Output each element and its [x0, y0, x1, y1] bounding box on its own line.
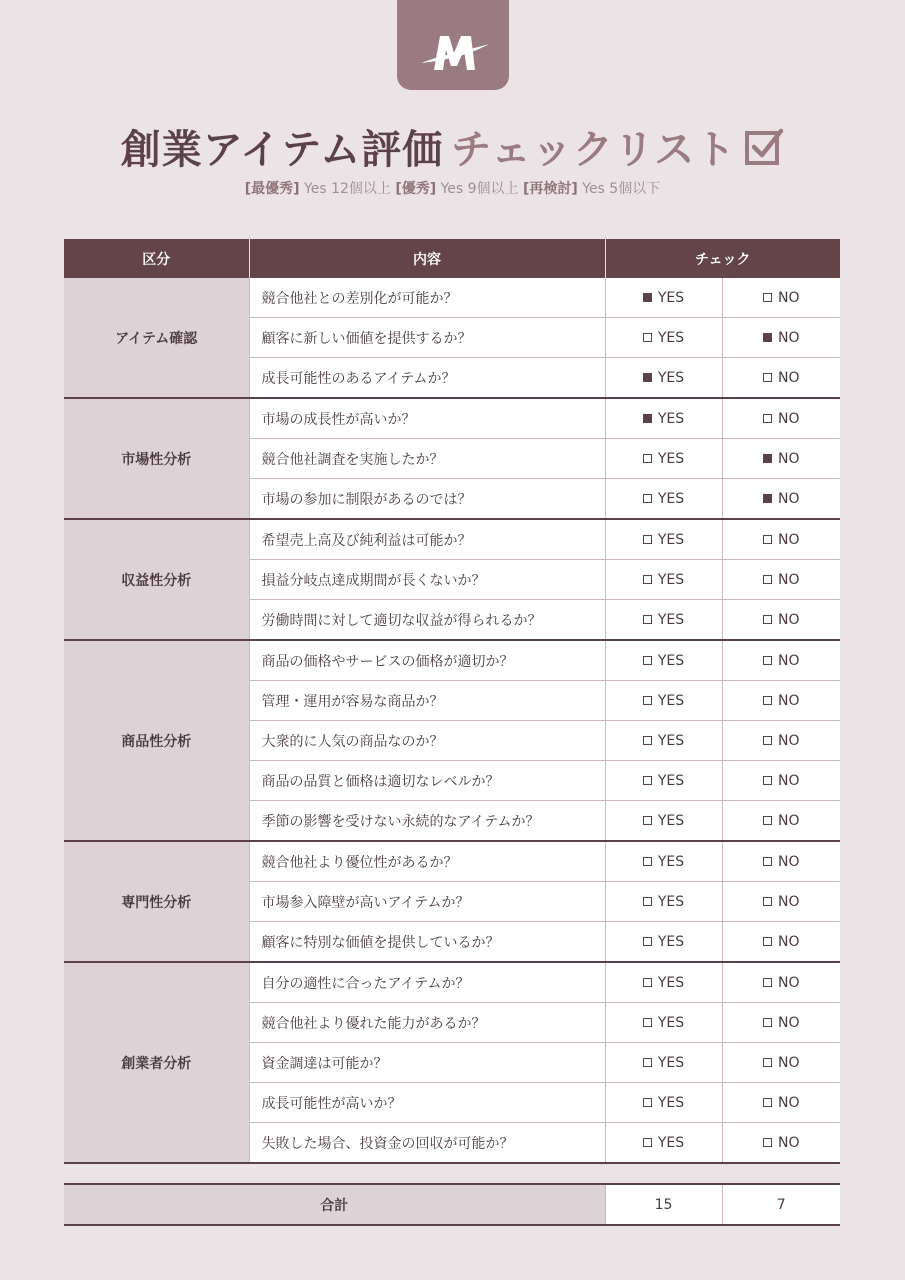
checkbox-checked-icon[interactable]: [763, 494, 772, 503]
checkbox-empty-icon[interactable]: [643, 978, 652, 987]
yes-option[interactable]: [605, 439, 722, 479]
no-label: NO: [778, 974, 800, 991]
yes-label: YES: [657, 450, 685, 467]
total-row: [64, 1184, 840, 1225]
no-label: NO: [778, 571, 800, 588]
yes-label: YES: [657, 812, 685, 829]
question-text: 商品の価格やサービスの価格が適切か？: [249, 640, 605, 681]
header-content: 内容: [249, 239, 605, 278]
category-label: 専門性分析: [64, 841, 249, 962]
question-text: 市場参入障壁が高いアイテムか？: [249, 882, 605, 922]
checkbox-empty-icon[interactable]: [643, 1138, 652, 1147]
no-option[interactable]: [722, 640, 840, 681]
title-part1: 創業アイテム評価: [120, 127, 444, 173]
yes-label: YES: [657, 732, 685, 749]
no-label: NO: [778, 933, 800, 950]
table-row: [64, 398, 840, 439]
question-text: 季節の影響を受けない永続的なアイテムか？: [249, 801, 605, 842]
yes-label: YES: [657, 490, 685, 507]
checkbox-empty-icon[interactable]: [643, 1018, 652, 1027]
total-yes-count: 15: [605, 1184, 722, 1225]
question-text: 成長可能性が高いか？: [249, 1083, 605, 1123]
no-option[interactable]: [722, 318, 840, 358]
checkbox-checked-icon[interactable]: [643, 293, 652, 302]
no-option[interactable]: [722, 882, 840, 922]
category-label: 市場性分析: [64, 398, 249, 519]
no-option[interactable]: [722, 600, 840, 641]
no-label: NO: [778, 652, 800, 669]
yes-option[interactable]: [605, 922, 722, 963]
checkbox-empty-icon[interactable]: [763, 937, 772, 946]
no-label: NO: [778, 1134, 800, 1151]
yes-option[interactable]: [605, 600, 722, 641]
no-option[interactable]: [722, 1083, 840, 1123]
yes-option[interactable]: [605, 841, 722, 882]
table-row: [64, 640, 840, 681]
no-option[interactable]: [722, 398, 840, 439]
yes-option[interactable]: [605, 1043, 722, 1083]
no-option[interactable]: [722, 761, 840, 801]
category-label: 商品性分析: [64, 640, 249, 841]
checkbox-checked-icon[interactable]: [643, 414, 652, 423]
checklist-body: [64, 278, 840, 1163]
question-text: 競合他社との差別化が可能か？: [249, 278, 605, 318]
checkbox-empty-icon[interactable]: [643, 535, 652, 544]
no-label: NO: [778, 611, 800, 628]
yes-label: YES: [657, 933, 685, 950]
yes-label: YES: [657, 692, 685, 709]
yes-option[interactable]: [605, 560, 722, 600]
yes-label: YES: [657, 772, 685, 789]
no-label: NO: [778, 369, 800, 386]
no-label: NO: [778, 853, 800, 870]
no-label: NO: [778, 329, 800, 346]
no-option[interactable]: [722, 358, 840, 399]
question-text: 失敗した場合、投資金の回収が可能か？: [249, 1123, 605, 1164]
no-option[interactable]: [722, 962, 840, 1003]
tier2-text: Yes 9個以上: [436, 181, 523, 197]
logo-m-icon: [397, 0, 509, 90]
question-text: 自分の適性に合ったアイテムか？: [249, 962, 605, 1003]
table-row: [64, 519, 840, 560]
checkbox-empty-icon[interactable]: [763, 776, 772, 785]
question-text: 競合他社より優れた能力があるか？: [249, 1003, 605, 1043]
question-text: 労働時間に対して適切な収益が得られるか？: [249, 600, 605, 641]
no-label: NO: [778, 450, 800, 467]
yes-option[interactable]: [605, 1123, 722, 1164]
checkbox-empty-icon[interactable]: [763, 1058, 772, 1067]
yes-option[interactable]: [605, 640, 722, 681]
yes-label: YES: [657, 893, 685, 910]
table-row: [64, 841, 840, 882]
checkbox-empty-icon[interactable]: [643, 937, 652, 946]
question-text: 商品の品質と価格は適切なレベルか？: [249, 761, 605, 801]
no-label: NO: [778, 410, 800, 427]
question-text: 顧客に特別な価値を提供しているか？: [249, 922, 605, 963]
yes-label: YES: [657, 1014, 685, 1031]
yes-label: YES: [657, 853, 685, 870]
checkbox-empty-icon[interactable]: [763, 1018, 772, 1027]
no-option[interactable]: [722, 278, 840, 318]
yes-option[interactable]: [605, 398, 722, 439]
checkbox-empty-icon[interactable]: [763, 293, 772, 302]
question-text: 市場の参加に制限があるのでは？: [249, 479, 605, 520]
checkbox-empty-icon[interactable]: [643, 1058, 652, 1067]
scoring-criteria: [0, 178, 905, 198]
brand-logo: [397, 0, 509, 90]
yes-label: YES: [657, 611, 685, 628]
checkbox-empty-icon[interactable]: [643, 736, 652, 745]
header-check: チェック: [605, 239, 840, 278]
tier1-text: Yes 12個以上: [299, 181, 396, 197]
no-option[interactable]: [722, 560, 840, 600]
checkbox-empty-icon[interactable]: [643, 897, 652, 906]
table-row: [64, 278, 840, 318]
yes-option[interactable]: [605, 358, 722, 399]
checkbox-empty-icon[interactable]: [643, 454, 652, 463]
yes-label: YES: [657, 329, 685, 346]
checkbox-empty-icon[interactable]: [763, 816, 772, 825]
no-label: NO: [778, 692, 800, 709]
checkbox-empty-icon[interactable]: [763, 575, 772, 584]
question-text: 競合他社調査を実施したか？: [249, 439, 605, 479]
no-option[interactable]: [722, 801, 840, 842]
no-option[interactable]: [722, 519, 840, 560]
yes-option[interactable]: [605, 801, 722, 842]
category-label: 収益性分析: [64, 519, 249, 640]
yes-option[interactable]: [605, 519, 722, 560]
yes-option[interactable]: [605, 721, 722, 761]
no-option[interactable]: [722, 1043, 840, 1083]
checkbox-checked-icon: [744, 127, 784, 177]
checkbox-empty-icon[interactable]: [643, 333, 652, 342]
no-option[interactable]: [722, 721, 840, 761]
question-text: 損益分岐点達成期間が長くないか？: [249, 560, 605, 600]
yes-option[interactable]: [605, 681, 722, 721]
checkbox-empty-icon[interactable]: [643, 857, 652, 866]
checkbox-empty-icon[interactable]: [643, 494, 652, 503]
checkbox-empty-icon[interactable]: [643, 615, 652, 624]
yes-option[interactable]: [605, 278, 722, 318]
tier2-label: [優秀]: [395, 181, 437, 197]
checkbox-empty-icon[interactable]: [763, 1098, 772, 1107]
checkbox-empty-icon[interactable]: [643, 656, 652, 665]
no-label: NO: [778, 893, 800, 910]
checkbox-empty-icon[interactable]: [643, 816, 652, 825]
no-option[interactable]: [722, 1003, 840, 1043]
checkbox-empty-icon[interactable]: [763, 414, 772, 423]
question-text: 成長可能性のあるアイテムか？: [249, 358, 605, 399]
question-text: 市場の成長性が高いか？: [249, 398, 605, 439]
no-label: NO: [778, 1054, 800, 1071]
yes-option[interactable]: [605, 962, 722, 1003]
checkbox-empty-icon[interactable]: [763, 373, 772, 382]
checkbox-empty-icon[interactable]: [643, 1098, 652, 1107]
no-option[interactable]: [722, 439, 840, 479]
no-label: NO: [778, 732, 800, 749]
checkbox-empty-icon[interactable]: [643, 575, 652, 584]
checkbox-checked-icon[interactable]: [763, 333, 772, 342]
title-part2: チェックリスト: [451, 127, 737, 173]
yes-option[interactable]: [605, 318, 722, 358]
yes-label: YES: [657, 652, 685, 669]
checkbox-empty-icon[interactable]: [763, 535, 772, 544]
tier1-label: [最優秀]: [244, 181, 300, 197]
yes-option[interactable]: [605, 479, 722, 520]
yes-label: YES: [657, 571, 685, 588]
no-label: NO: [778, 1014, 800, 1031]
tier3-label: [再検討]: [523, 181, 578, 197]
checkbox-empty-icon[interactable]: [763, 656, 772, 665]
no-label: NO: [778, 289, 800, 306]
checkbox-empty-icon[interactable]: [763, 1138, 772, 1147]
checkbox-empty-icon[interactable]: [643, 696, 652, 705]
category-label: 創業者分析: [64, 962, 249, 1163]
no-label: NO: [778, 812, 800, 829]
yes-option[interactable]: [605, 882, 722, 922]
no-label: NO: [778, 531, 800, 548]
question-text: 希望売上高及び純利益は可能か？: [249, 519, 605, 560]
total-table: [64, 1183, 840, 1226]
yes-label: YES: [657, 531, 685, 548]
checkbox-empty-icon[interactable]: [763, 857, 772, 866]
yes-label: YES: [657, 289, 685, 306]
checkbox-checked-icon[interactable]: [643, 373, 652, 382]
question-text: 顧客に新しい価値を提供するか？: [249, 318, 605, 358]
checkbox-empty-icon[interactable]: [763, 696, 772, 705]
yes-option[interactable]: [605, 1083, 722, 1123]
no-option[interactable]: [722, 681, 840, 721]
yes-label: YES: [657, 410, 685, 427]
checklist-table: [64, 239, 840, 1164]
yes-label: YES: [657, 1094, 685, 1111]
checkbox-empty-icon[interactable]: [763, 615, 772, 624]
question-text: 大衆的に人気の商品なのか？: [249, 721, 605, 761]
no-option[interactable]: [722, 479, 840, 520]
header-category: 区分: [64, 239, 249, 278]
question-text: 資金調達は可能か？: [249, 1043, 605, 1083]
no-option[interactable]: [722, 1123, 840, 1164]
yes-label: YES: [657, 974, 685, 991]
category-label: アイテム確認: [64, 278, 249, 398]
total-label: 合計: [64, 1184, 605, 1225]
yes-label: YES: [657, 1134, 685, 1151]
checkbox-checked-icon[interactable]: [763, 454, 772, 463]
no-label: NO: [778, 1094, 800, 1111]
page-title: [0, 118, 905, 177]
no-label: NO: [778, 772, 800, 789]
checkbox-empty-icon[interactable]: [643, 776, 652, 785]
yes-label: YES: [657, 369, 685, 386]
table-header-row: [64, 239, 840, 278]
yes-label: YES: [657, 1054, 685, 1071]
no-option[interactable]: [722, 922, 840, 963]
question-text: 競合他社より優位性があるか？: [249, 841, 605, 882]
checkbox-empty-icon[interactable]: [763, 978, 772, 987]
no-option[interactable]: [722, 841, 840, 882]
table-row: [64, 962, 840, 1003]
question-text: 管理・運用が容易な商品か？: [249, 681, 605, 721]
tier3-text: Yes 5個以下: [577, 181, 661, 197]
no-label: NO: [778, 490, 800, 507]
checkbox-empty-icon[interactable]: [763, 736, 772, 745]
yes-option[interactable]: [605, 761, 722, 801]
yes-option[interactable]: [605, 1003, 722, 1043]
checkbox-empty-icon[interactable]: [763, 897, 772, 906]
total-no-count: 7: [722, 1184, 840, 1225]
